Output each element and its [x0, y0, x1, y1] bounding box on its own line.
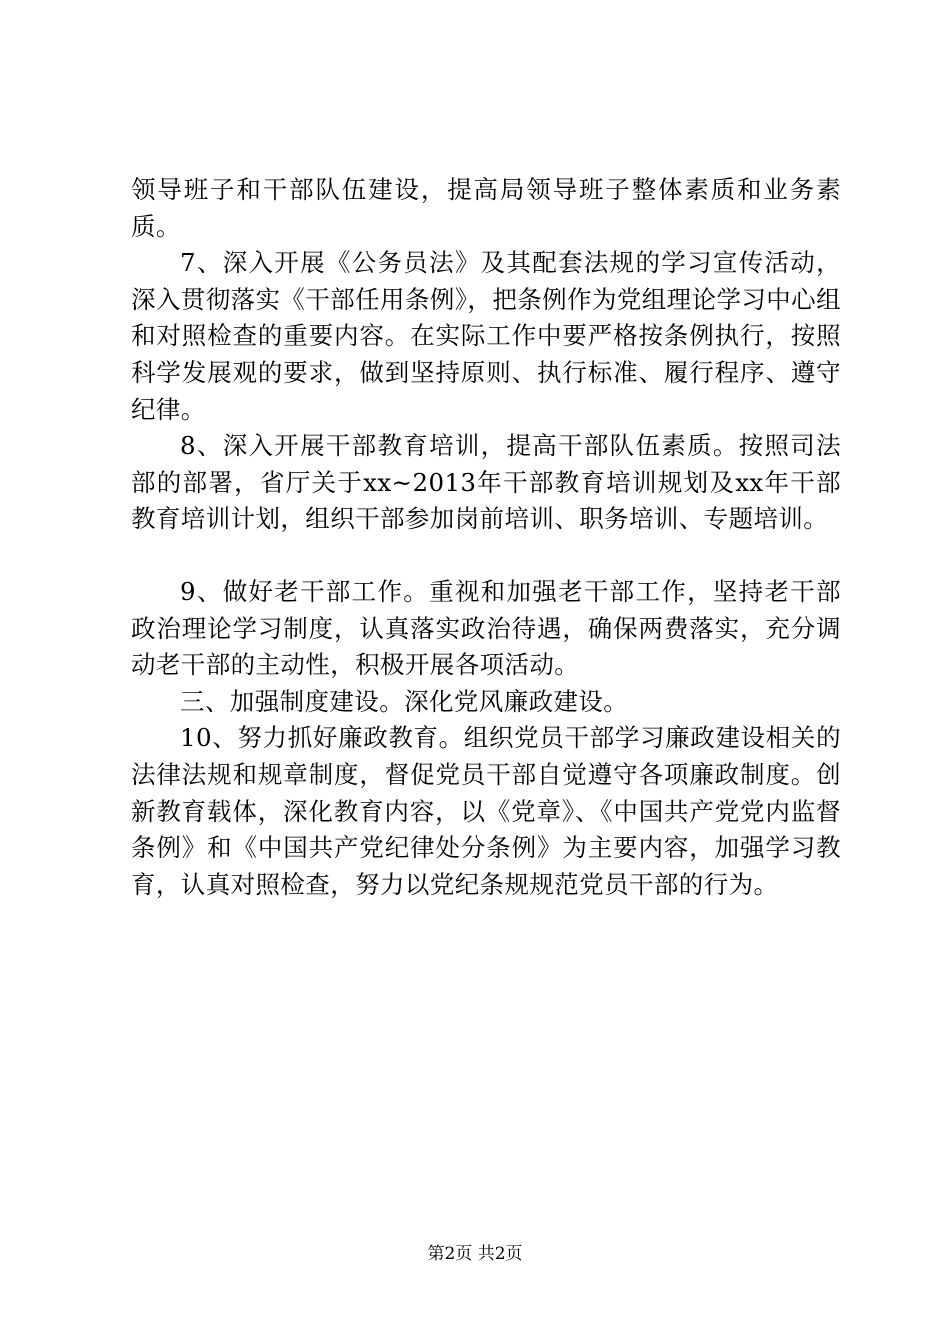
paragraph-continuation: 领导班子和干部队伍建设，提高局领导班子整体素质和业务素质。	[131, 175, 841, 241]
page-footer: 第2页 共2页	[427, 1244, 523, 1264]
paragraph-item-9: 9、做好老干部工作。重视和加强老干部工作，坚持老干部政治理论学习制度，认真落实政治待遇，确保两费落实，充分调动老干部的主动性，积极开展各项活动。	[131, 576, 841, 680]
document-body	[131, 172, 841, 903]
section-heading-3: 三、加强制度建设。深化党风廉政建设。	[180, 686, 629, 716]
paragraph-item-8: 8、深入开展干部教育培训，提高干部队伍素质。按照司法部的部署，省厅关于xx~2013年干部教育培训规划及xx年干部教育培训计划，组织干部参加岗前培训、职务培训、专题培训。	[131, 431, 841, 534]
paragraph-item-10: 10、努力抓好廉政教育。组织党员干部学习廉政建设相关的法律法规和规章制度，督促党员干部自觉遵守各项廉政制度。创新教育载体，深化教育内容，以《党章》、《中国共产党党内监督条例》和《中国共产党纪律处分条例》为主要内容，加强学习教育，认真对照检查，努力以党纪条规规范党员干部的行为。	[131, 723, 841, 899]
paragraph-item-7: 7、深入开展《公务员法》及其配套法规的学习宣传活动，深入贯彻落实《干部任用条例》，把条例作为党组理论学习中心组和对照检查的重要内容。在实际工作中要严格按条例执行，按照科学发展观的要求，做到坚持原则、执行标准、履行程序、遵守纪律。	[131, 248, 841, 424]
